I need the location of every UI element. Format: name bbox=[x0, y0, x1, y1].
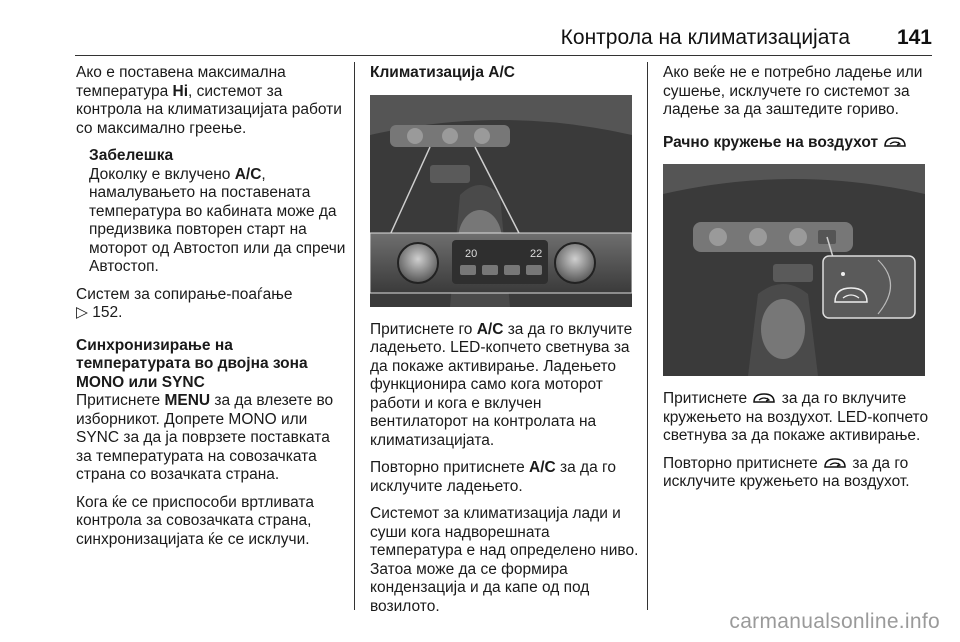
recirculation-icon bbox=[882, 135, 908, 149]
recirculation-icon bbox=[822, 456, 848, 470]
paragraph-recirc-on: Притиснете за да го вклучите кружењето на воздухот. LED-копчето светнува за да покаже активирање. bbox=[663, 390, 929, 444]
note-block bbox=[76, 147, 346, 277]
ac-panel-illustration bbox=[370, 95, 632, 307]
paragraph-save-fuel: Ако веќе не е потребно ладење или сушење, исклучете го системот за ладење за да заштедите гориво. bbox=[663, 64, 923, 118]
page-number: 141 bbox=[896, 26, 932, 49]
paragraph-sync-off: Кога ќе се приспособи вртливата контрола за совозачката страна, синхронизацијата ќе се исклучи. bbox=[76, 493, 314, 548]
paragraph-ac-off: Повторно притиснете A/C за да го исклучите ладењето. bbox=[370, 459, 616, 495]
heading-ac: Климатизација A/C bbox=[370, 64, 515, 81]
page-header-title: Контрола на климатизацијата bbox=[560, 26, 850, 49]
column-1 bbox=[76, 64, 346, 558]
svg-text:20: 20 bbox=[465, 247, 478, 260]
svg-text:22: 22 bbox=[530, 247, 543, 260]
paragraph-recirc-off: Повторно притиснете за да го исклучите кружењето на воздухот. bbox=[663, 454, 910, 490]
paragraph-menu-sync: Притиснете MENU за да влезете во изборникот. Допрете MONO или SYNC за да ја поврзете поставката за температурата на совозачката страна со возачката страна. bbox=[76, 392, 334, 483]
heading-recirculation: Рачно кружење на воздухот bbox=[663, 134, 933, 153]
arrow-right-icon: ▷ bbox=[76, 304, 88, 321]
column-2 bbox=[370, 64, 640, 625]
heading-sync: Синхронизирање на температурата во двојна зона MONO или SYNC bbox=[76, 336, 308, 391]
note-text: Доколку е вклучено A/C, намалувањето на поставената температура во кабината може да предизвика повторен старт на моторот од Автостоп или да спречи Автостоп. bbox=[89, 165, 346, 275]
paragraph-ac-on: Притиснете го A/C за да го вклучите ладењето. LED-копчето светнува за да покаже активирање. Ладењето функционира само кога моторот работи и кога е вклучен вентилаторот на контролата на климатизацијата. bbox=[370, 320, 633, 449]
recirculation-panel-illustration bbox=[663, 164, 925, 376]
paragraph-hi-temp: Ако е поставена максимална температура Hi, системот за контрола на климатизацијата работи со максимално греење. bbox=[76, 64, 342, 137]
column-divider-1 bbox=[354, 62, 355, 610]
column-divider-2 bbox=[647, 62, 648, 610]
watermark: carmanualsonline.info bbox=[729, 610, 940, 633]
note-title: Забелешка bbox=[89, 147, 174, 164]
header-rule bbox=[75, 55, 932, 56]
reference-stop-start: Систем за сопирање-поаѓање ▷ 152. bbox=[76, 285, 293, 321]
column-3 bbox=[663, 64, 933, 501]
paragraph-ac-condensation: Системот за климатизација лади и суши кога надворешната температура е над определено ниво. Затоа може да се формира кондензација и да капе од под возилото. bbox=[370, 505, 639, 615]
recirculation-icon bbox=[751, 391, 777, 405]
